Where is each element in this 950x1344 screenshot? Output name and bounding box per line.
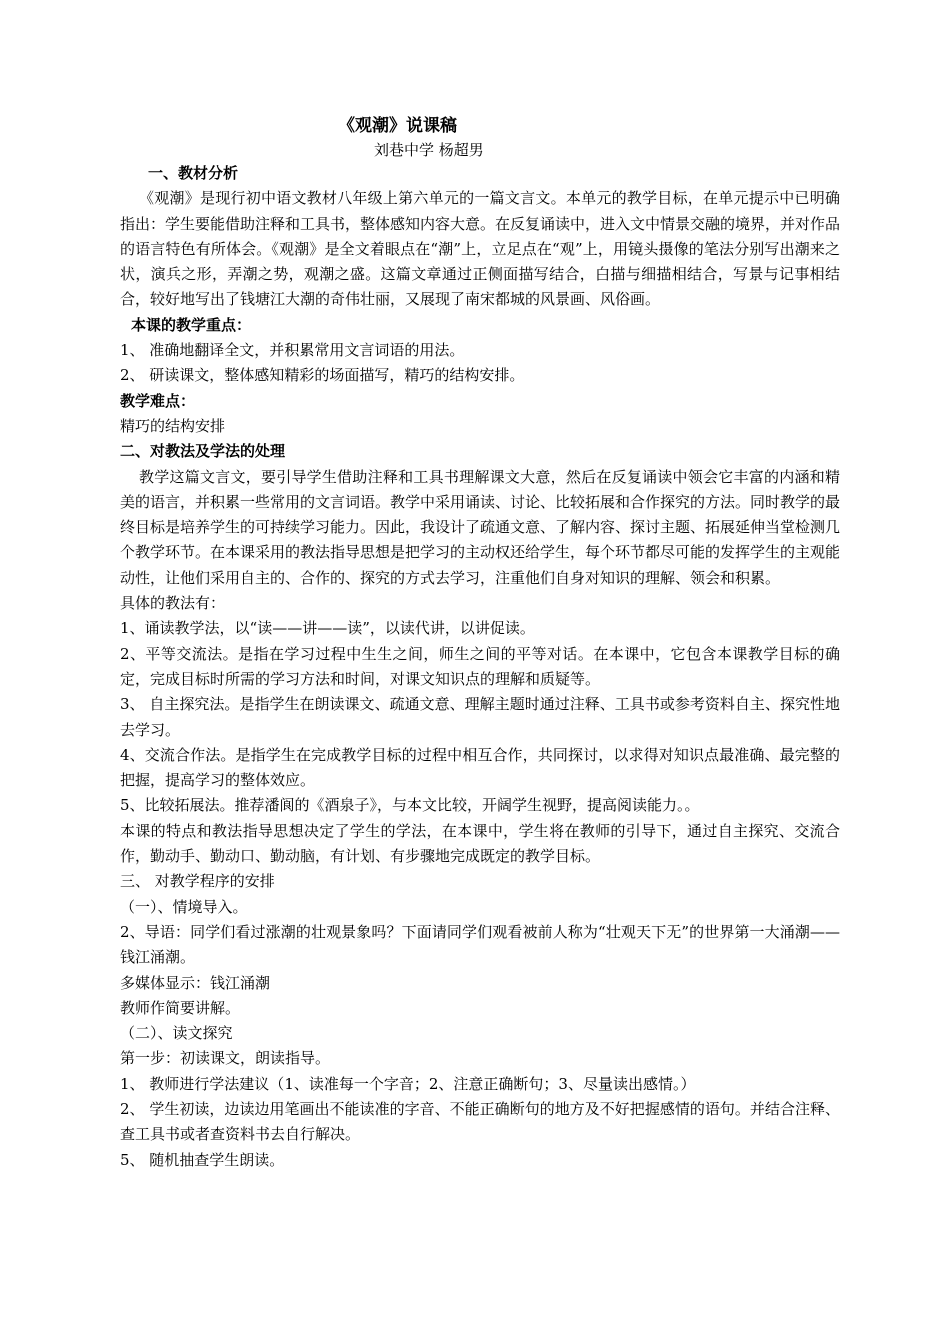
method-item: 2、平等交流法。是指在学习过程中生生之间，师生之间的平等对话。在本课中，它包含本课教学目标的确定，完成目标时所需的学习方法和时间，对课文知识点的理解和质疑等。 bbox=[120, 644, 840, 688]
section-2-intro: 教学这篇文言文，要引导学生借助注释和工具书理解课文大意，然后在反复诵读中领会它丰富的内涵和精美的语言，并积累一些常用的文言词语。教学中采用诵读、讨论、比较拓展和合作探究的方法。同时教学的最终目标是培养学生的可持续学习能力。因此，我设计了疏通文意、了解内容、探讨主题、拓展延伸当堂检测几个教学环节。在本课采用的教法指导思想是把学习的主动权还给学生，每个环节都尽可能的发挥学生的主观能动性，让他们采用自主的、合作的、探究的方式去学习，注重他们自身对知识的理解、领会和积累。 bbox=[120, 467, 841, 587]
section-2-summary: 本课的特点和教法指导思想决定了学生的学法，在本课中，学生将在教师的引导下，通过自主探究、交流合作，勤动手、勤动口、勤动脑，有计划、有步骤地完成既定的教学目标。 bbox=[120, 821, 840, 866]
section-1-intro: 《观潮》是现行初中语文教材八年级上第六单元的一篇文言文。本单元的教学目标，在单元提示中已明确指出：学生要能借助注释和工具书，整体感知内容大意。在反复诵读中，进入文中情景交融的境界，并对作品的语言特色有所体会。《观潮》是全文着眼点在“潮”上，立足点在“观”上，用镜头摄像的笔法分别写出潮来之状，演兵之形，弄潮之势，观潮之盛。这篇文章通过正侧面描写结合，白描与细描相结合，写景与记事相结合，较好地写出了钱塘江大潮的奇伟壮丽，又展现了南宋都城的风景画、风俗画。 bbox=[120, 189, 841, 309]
document-title: 《观潮》说课稿 bbox=[338, 116, 457, 136]
part-1-item: 教师作简要讲解。 bbox=[120, 998, 241, 1017]
teaching-focus-item: 1、 准确地翻译全文，并积累常用文言词语的用法。 bbox=[120, 341, 465, 360]
part-1-item: 多媒体显示：钱江涌潮 bbox=[120, 973, 271, 992]
method-item: 5、比较拓展法。推荐潘阆的《酒泉子》，与本文比较，开阔学生视野，提高阅读能力。。 bbox=[120, 796, 700, 815]
step-1-item: 5、 随机抽查学生朗读。 bbox=[120, 1150, 285, 1169]
section-1-heading: 一、教材分析 bbox=[148, 164, 239, 182]
document-author: 刘巷中学 杨超男 bbox=[374, 141, 484, 159]
method-item: 4、交流合作法。是指学生在完成教学目标的过程中相互合作，共同探讨，以求得对知识点最准确、最完整的把握，提高学习的整体效应。 bbox=[120, 745, 840, 790]
teaching-difficulty-heading: 教学难点： bbox=[120, 391, 196, 410]
section-3-heading: 三、 对教学程序的安排 bbox=[120, 872, 275, 891]
step-1-heading: 第一步：初读课文，朗读指导。 bbox=[120, 1049, 331, 1068]
step-1-item: 2、 学生初读，边读边用笔画出不能读准的字音、不能正确断句的地方及不好把握感情的语句。并结合注释、查工具书或者查资料书去自行解决。 bbox=[120, 1099, 840, 1144]
part-2-heading: （二）、读文探究 bbox=[120, 1024, 233, 1043]
teaching-focus-heading: 本课的教学重点： bbox=[131, 315, 252, 334]
document-body bbox=[120, 113, 840, 1173]
part-1-heading: （一）、情境导入。 bbox=[120, 897, 248, 916]
part-1-item: 2、导语：同学们看过涨潮的壮观景象吗？下面请同学们观看被前人称为“壮观天下无”的世界第一大涌潮——钱江涌潮。 bbox=[120, 922, 840, 967]
method-item: 3、 自主探究法。是指学生在朗读课文、疏通文意、理解主题时通过注释、工具书或参考资料自主、探究性地去学习。 bbox=[120, 695, 840, 739]
section-2-heading: 二、对教法及学法的处理 bbox=[120, 442, 286, 461]
teaching-focus-item: 2、 研读课文，整体感知精彩的场面描写，精巧的结构安排。 bbox=[120, 366, 525, 385]
method-item: 1、诵读教学法，以“读——讲——读”，以读代讲，以讲促读。 bbox=[120, 619, 535, 638]
step-1-item: 1、 教师进行学法建议（1、读准每一个字音；2、注意正确断句；3、尽量读出感情。） bbox=[120, 1074, 696, 1093]
teaching-difficulty-text: 精巧的结构安排 bbox=[120, 416, 226, 435]
methods-label: 具体的教法有： bbox=[120, 594, 226, 613]
